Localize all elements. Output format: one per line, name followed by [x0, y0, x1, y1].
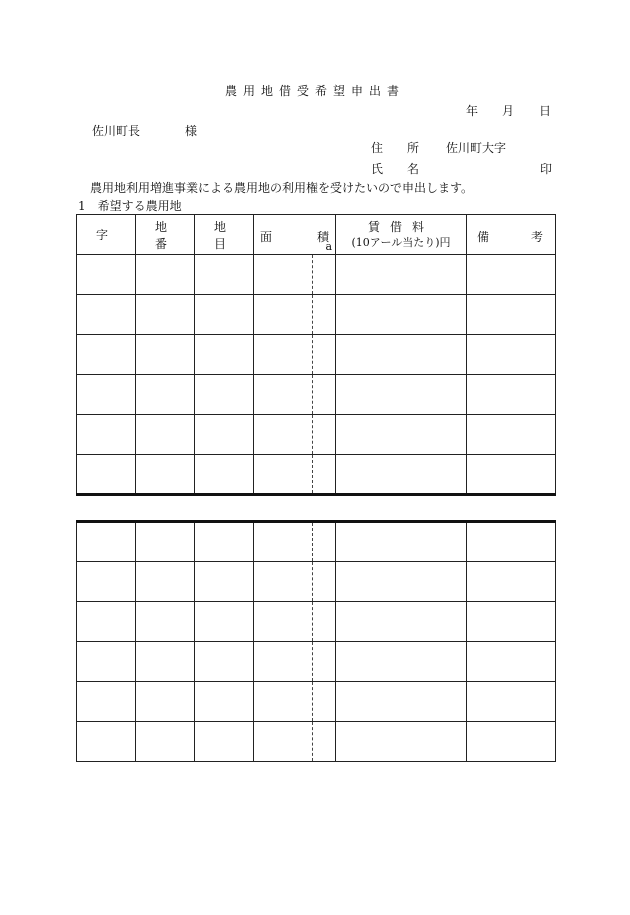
cell-area-decimal[interactable]	[313, 562, 336, 602]
cell-chimoku[interactable]	[195, 602, 254, 642]
cell-area-decimal[interactable]	[313, 682, 336, 722]
date-day-label: 日	[539, 104, 552, 118]
header-aza: 字	[77, 215, 136, 255]
address-value: 佐川町大字	[446, 141, 507, 155]
cell-chiban[interactable]	[136, 455, 195, 495]
document-title: 農用地借受希望申出書	[224, 84, 405, 98]
date-month-label: 月	[502, 104, 515, 118]
cell-chiban[interactable]	[136, 722, 195, 762]
table-row	[77, 415, 556, 455]
cell-area[interactable]	[254, 415, 313, 455]
table-row	[77, 602, 556, 642]
recipient-honorific: 様	[185, 124, 198, 138]
header-notes-right: 考	[530, 230, 543, 244]
cell-chiban[interactable]	[136, 522, 195, 562]
header-area	[254, 215, 336, 255]
cell-chimoku[interactable]	[195, 642, 254, 682]
cell-notes[interactable]	[467, 562, 556, 602]
cell-aza[interactable]	[77, 375, 136, 415]
cell-area[interactable]	[254, 722, 313, 762]
cell-area-decimal[interactable]	[313, 255, 336, 295]
farmland-table-bottom	[76, 520, 556, 762]
cell-chimoku[interactable]	[195, 255, 254, 295]
cell-rent[interactable]	[336, 722, 467, 762]
cell-aza[interactable]	[77, 335, 136, 375]
cell-area[interactable]	[254, 375, 313, 415]
cell-chiban[interactable]	[136, 295, 195, 335]
cell-notes[interactable]	[467, 522, 556, 562]
table-row	[77, 682, 556, 722]
cell-chimoku[interactable]	[195, 375, 254, 415]
table-header-row	[77, 215, 556, 255]
cell-rent[interactable]	[336, 255, 467, 295]
cell-chiban[interactable]	[136, 255, 195, 295]
cell-notes[interactable]	[467, 682, 556, 722]
cell-area-decimal[interactable]	[313, 722, 336, 762]
cell-aza[interactable]	[77, 642, 136, 682]
table-row	[77, 335, 556, 375]
cell-chimoku[interactable]	[195, 455, 254, 495]
cell-rent[interactable]	[336, 295, 467, 335]
cell-chimoku[interactable]	[195, 562, 254, 602]
cell-rent[interactable]	[336, 335, 467, 375]
cell-rent[interactable]	[336, 682, 467, 722]
cell-aza[interactable]	[77, 722, 136, 762]
cell-chiban[interactable]	[136, 682, 195, 722]
farmland-table-top	[76, 214, 556, 496]
table-row	[77, 642, 556, 682]
cell-chimoku[interactable]	[195, 415, 254, 455]
cell-chiban[interactable]	[136, 375, 195, 415]
table-row	[77, 295, 556, 335]
cell-aza[interactable]	[77, 682, 136, 722]
header-rent	[336, 215, 467, 255]
header-chiban: 地 番	[136, 215, 195, 255]
cell-notes[interactable]	[467, 602, 556, 642]
cell-aza[interactable]	[77, 295, 136, 335]
cell-aza[interactable]	[77, 562, 136, 602]
cell-chiban[interactable]	[136, 602, 195, 642]
name-label: 氏 名	[371, 162, 420, 176]
cell-rent[interactable]	[336, 522, 467, 562]
cell-chiban[interactable]	[136, 562, 195, 602]
cell-area[interactable]	[254, 255, 313, 295]
cell-area-decimal[interactable]	[313, 602, 336, 642]
cell-area[interactable]	[254, 295, 313, 335]
cell-rent[interactable]	[336, 415, 467, 455]
header-rent-label: 賃借料	[367, 219, 434, 234]
cell-notes[interactable]	[467, 722, 556, 762]
cell-chimoku[interactable]	[195, 295, 254, 335]
table-row	[77, 522, 556, 562]
cell-rent[interactable]	[336, 562, 467, 602]
cell-aza[interactable]	[77, 602, 136, 642]
cell-area[interactable]	[254, 455, 313, 495]
cell-rent[interactable]	[336, 642, 467, 682]
cell-notes[interactable]	[467, 455, 556, 495]
cell-aza[interactable]	[77, 455, 136, 495]
cell-notes[interactable]	[467, 255, 556, 295]
cell-chimoku[interactable]	[195, 722, 254, 762]
header-area-left: 面	[260, 230, 273, 244]
cell-area-decimal[interactable]	[313, 295, 336, 335]
cell-area[interactable]	[254, 335, 313, 375]
cell-aza[interactable]	[77, 255, 136, 295]
cell-rent[interactable]	[336, 602, 467, 642]
cell-chiban[interactable]	[136, 335, 195, 375]
header-area-unit: a	[325, 240, 332, 253]
cell-notes[interactable]	[467, 642, 556, 682]
table-row	[77, 375, 556, 415]
cell-chimoku[interactable]	[195, 335, 254, 375]
cell-notes[interactable]	[467, 335, 556, 375]
cell-area-decimal[interactable]	[313, 415, 336, 455]
cell-area-decimal[interactable]	[313, 642, 336, 682]
header-rent-sub: (10アール当たり)円	[351, 235, 451, 249]
cell-area[interactable]	[254, 682, 313, 722]
cell-notes[interactable]	[467, 375, 556, 415]
statement: 農用地利用増進事業による農用地の利用権を受けたいので申出します。	[90, 181, 474, 195]
table-row	[77, 562, 556, 602]
cell-area-decimal[interactable]	[313, 455, 336, 495]
cell-area[interactable]	[254, 522, 313, 562]
table-row	[77, 255, 556, 295]
cell-area-decimal[interactable]	[313, 522, 336, 562]
date-year-label: 年	[466, 104, 479, 118]
cell-notes[interactable]	[467, 295, 556, 335]
cell-notes[interactable]	[467, 415, 556, 455]
cell-aza[interactable]	[77, 415, 136, 455]
recipient: 佐川町長	[92, 124, 141, 138]
cell-chimoku[interactable]	[195, 682, 254, 722]
seal-mark: 印	[540, 162, 553, 176]
cell-aza[interactable]	[77, 522, 136, 562]
cell-area[interactable]	[254, 602, 313, 642]
address-label: 住 所	[371, 141, 420, 155]
cell-rent[interactable]	[336, 375, 467, 415]
cell-area-decimal[interactable]	[313, 335, 336, 375]
section-heading: 1 希望する農用地	[78, 199, 182, 213]
table-row	[77, 722, 556, 762]
header-notes	[467, 215, 556, 255]
cell-area-decimal[interactable]	[313, 375, 336, 415]
header-area-right: 積	[316, 230, 329, 244]
cell-chimoku[interactable]	[195, 522, 254, 562]
cell-rent[interactable]	[336, 455, 467, 495]
header-chimoku: 地 目	[195, 215, 254, 255]
table-row	[77, 455, 556, 495]
cell-area[interactable]	[254, 562, 313, 602]
cell-chiban[interactable]	[136, 415, 195, 455]
cell-chiban[interactable]	[136, 642, 195, 682]
header-notes-left: 備	[477, 230, 490, 244]
cell-area[interactable]	[254, 642, 313, 682]
